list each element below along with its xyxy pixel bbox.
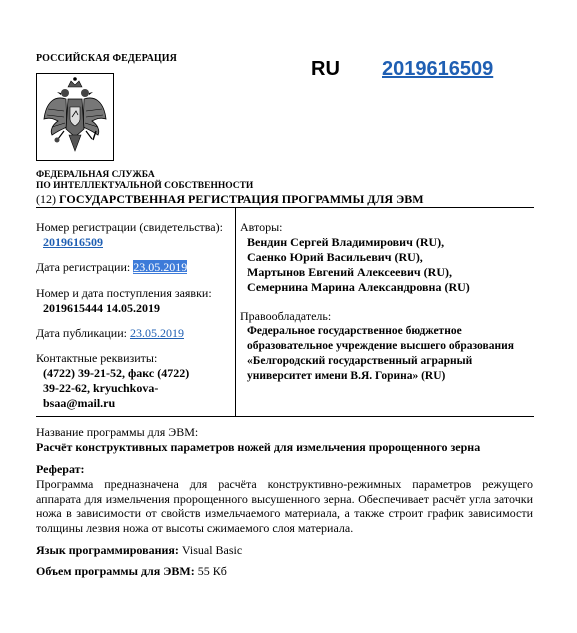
table-column-divider <box>235 207 236 416</box>
application-label: Номер и дата поступления заявки: <box>36 286 212 300</box>
registration-title <box>36 192 424 207</box>
country-code: RU <box>311 58 340 80</box>
contacts-line: 39-22-62, kryuchkova- <box>43 381 159 395</box>
document-number-link[interactable]: 2019616509 <box>382 58 494 80</box>
agency-line-2: ПО ИНТЕЛЛЕКТУАЛЬНОЙ СОБСТВЕННОСТИ <box>36 181 254 191</box>
registration-code: (12) <box>36 192 56 206</box>
language-label: Язык программирования: <box>36 543 179 557</box>
agency-line-1: ФЕДЕРАЛЬНАЯ СЛУЖБА <box>36 170 155 180</box>
reg-number-link[interactable]: 2019616509 <box>43 235 103 249</box>
holder-line: университет имени В.Я. Горина» (RU) <box>247 370 446 382</box>
reg-number-label: Номер регистрации (свидетельства): <box>36 220 223 234</box>
program-section <box>36 425 536 579</box>
reg-date-label: Дата регистрации: <box>36 260 131 274</box>
author-item: Саенко Юрий Васильевич (RU), <box>247 250 423 264</box>
country-name: РОССИЙСКАЯ ФЕДЕРАЦИЯ <box>36 53 178 64</box>
reg-date-link[interactable]: 23.05.2019 <box>133 260 188 274</box>
reg-number-field <box>36 235 232 250</box>
holder-label: Правообладатель: <box>240 309 332 323</box>
authors-label: Авторы: <box>240 220 283 234</box>
author-item: Мартынов Евгений Алексеевич (RU), <box>247 265 452 279</box>
publication-date-link[interactable]: 23.05.2019 <box>129 326 184 340</box>
holder-line: образовательное учреждение высшего образования <box>247 340 514 352</box>
publication-row <box>36 326 232 341</box>
language-row <box>36 543 536 558</box>
program-size-value: 55 Кб <box>197 564 227 578</box>
left-column <box>36 220 232 411</box>
program-size-row <box>36 564 536 579</box>
contacts-line: bsaa@mail.ru <box>43 396 116 410</box>
abstract-label: Реферат: <box>36 462 85 476</box>
contacts-line: (4722) 39-21-52, факс (4722) <box>43 366 190 380</box>
publication-label: Дата публикации: <box>36 326 127 340</box>
table-top-border <box>36 207 534 208</box>
agency-name <box>36 170 253 192</box>
program-size-label: Объем программы для ЭВМ: <box>36 564 195 578</box>
holder-line: Федеральное государственное бюджетное <box>247 325 462 337</box>
author-item: Вендин Сергей Владимирович (RU), <box>247 235 445 249</box>
holder-value <box>240 324 536 384</box>
holder-line: «Белгородский государственный аграрный <box>247 355 473 367</box>
application-value: 2019615444 14.05.2019 <box>43 301 160 315</box>
contacts-value <box>36 366 232 411</box>
abstract-text: Программа предназначена для расчёта конструктивно-режимных параметров режущего аппарата для измельчения пророщенного высушенного зерна. Обеспечивает расчёт угла заточки ножа в зависимости от свойств измельчаемого материала, а также строит график зависимости толщины лезвия ножа от высоты сжимаемого слоя материала. <box>36 477 533 535</box>
right-column <box>240 220 536 384</box>
language-value: Visual Basic <box>181 543 243 557</box>
authors-list <box>240 235 536 295</box>
table-bottom-border <box>36 416 534 417</box>
program-name-label: Название программы для ЭВМ: <box>36 425 199 439</box>
registration-heading: ГОСУДАРСТВЕННАЯ РЕГИСТРАЦИЯ ПРОГРАММЫ ДЛЯ ЭВМ <box>59 192 424 206</box>
reg-date-row <box>36 260 232 275</box>
contacts-label: Контактные реквизиты: <box>36 351 158 365</box>
program-name-value: Расчёт конструктивных параметров ножей для измельчения пророщенного зерна <box>36 440 481 454</box>
author-item: Семернина Марина Александровна (RU) <box>247 280 470 294</box>
russian-coat-of-arms-icon <box>36 73 114 161</box>
